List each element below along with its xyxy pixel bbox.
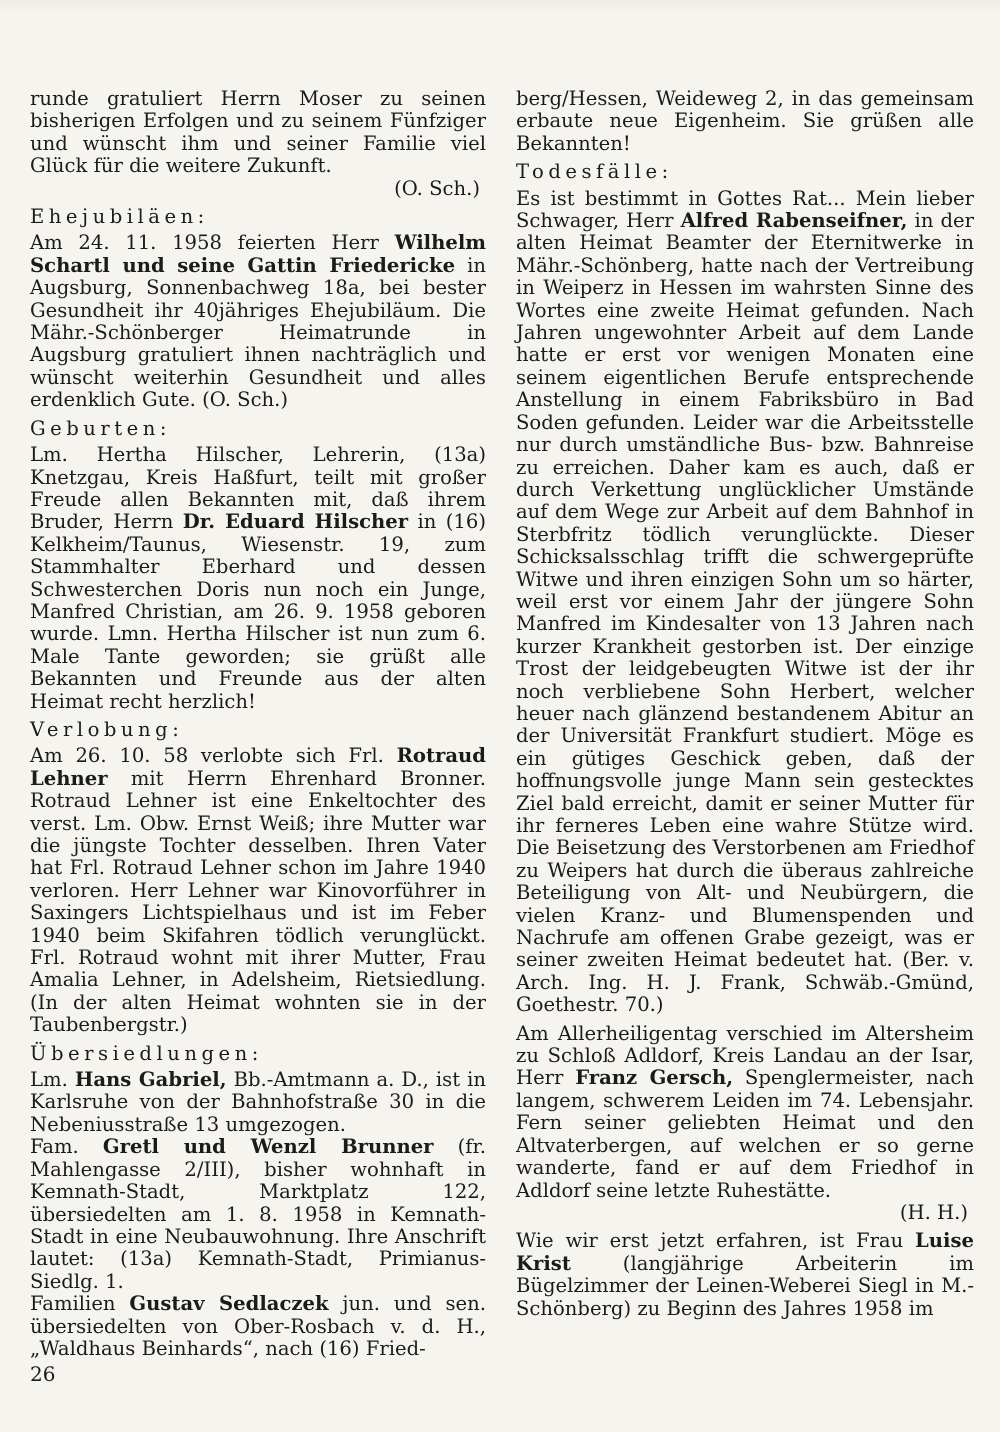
bold-name: Gustav Sedlaczek [129, 1292, 329, 1316]
section-heading-ehejubilaeen: Ehejubiläen: [30, 205, 209, 229]
paragraph-gabriel: Lm. Hans Gabriel, Bb.-Amtmann a. D., ist in Karlsruhe von der Bahnhofstraße 30 in die Nebeniusstraße 13 umgezogen. [30, 1068, 487, 1136]
bold-name: Dr. Eduard Hilscher [182, 510, 409, 534]
bold-name: Rotraud Lehner [30, 744, 486, 790]
paragraph-rabenseifner: Es ist bestimmt in Gottes Rat... Mein lieber Schwager, Herr Alfred Rabenseifner, in der alten Heimat Beamter der Eternitwerke in Mähr.-Schönberg, hatte nach der Vertreibung in Weiperz in Hessen im wahrsten Sinne des Wortes eine zweite Heimat gefunden. Nach Jahren ungewohnter Arbeit auf dem Lande hatte er erst vor wenigen Monaten eine seinem eigentlichen Berufe entsprechende Anstellung in einem Fabriksbüro in Bad Soden gefunden. Leider war die Arbeitsstelle nur durch umständliche Bus- bzw. Bahnreise zu erreichen. Daher kam es auch, daß er durch Verkettung unglücklicher Umstände auf dem Wege zur Arbeit auf dem Bahnhof in Sterbfritz tödlich verunglückte. Dieser Schicksalsschlag trifft die schwergeprüfte Witwe und ihren einzigen Sohn um so härter, weil erst vor einem Jahr der jüngere Sohn Manfred im Kindesalter von 13 Jahren nach kurzer Krankheit gestorben ist. Der einzige Trost der leidgebeugten Witwe ist der ihr noch verbliebene Sohn Herbert, welcher heuer nach glänzend bestandenem Abitur an der Universität Frankfurt studiert. Möge es ein gütiges Geschick geben, daß der hoffnungsvolle junge Mann sein gestecktes Ziel bald erreicht, damit er seiner Mutter für ihr ferneres Leben eine wahre Stütze wird. Die Beisetzung des Verstorbenen am Friedhof zu Weipers hat durch die überaus zahlreiche Beteiligung von Alt- und Neubürgern, die vielen Kranz- und Blumenspenden und Nachrufe am offenen Grabe gezeigt, was er seiner zweiten Heimat bedeutet hat. (Ber. v. Arch. Ing. H. J. Frank, Schwäb.-Gmünd, Goethestr. 70.) [516, 186, 975, 1017]
page-number: 26 [30, 1362, 56, 1386]
section-heading-verlobung: Verlobung: [30, 717, 184, 741]
bold-name: Wilhelm Schartl und seine Gattin Friedericke [30, 231, 486, 277]
section-heading-todesfaelle: Todesfälle: [516, 160, 673, 184]
paragraph-geburt: Lm. Hertha Hilscher, Lehrerin, (13a) Knetzgau, Kreis Haßfurt, teilt mit großer Freude allen Bekannten mit, daß ihrem Bruder, Herrn Dr. Eduard Hilscher in (16) Kelkheim/Taunus, Wiesenstr. 19, zum Stammhalter Eberhard und dessen Schwesterchen Doris nun noch ein Junge, Manfred Christian, am 26. 9. 1958 geboren wurde. Lmn. Hertha Hilscher ist nun zum 6. Male Tante geworden; sie grüßt alle Bekannten und Freunde aus der alten Heimat recht herzlich! [30, 443, 486, 713]
paragraph-gersch: Am Allerheiligentag verschied im Altersheim zu Schloß Adldorf, Kreis Landau an der Isar, Herr Franz Gersch, Spenglermeister, nach langem, schwerem Leiden im 74. Lebensjahr. Fern seiner geliebten Heimat und den Altvaterbergen, auf welchen er so gerne wanderte, fand er auf dem Friedhof in Adldorf seine letzte Ruhestätte. [516, 1021, 974, 1202]
section-heading-uebersiedlungen: Übersiedlungen: [30, 1041, 263, 1065]
bold-name: Alfred Rabenseifner, [680, 209, 908, 233]
bold-name: Gretl und Wenzl Brunner [102, 1135, 434, 1159]
paragraph-ehejubilaeum: Am 24. 11. 1958 feierten Herr Wilhelm Schartl und seine Gattin Friedericke in Augsburg, Sonnenbachweg 18a, bei bester Gesundheit ihr 40jähriges Ehejubiläum. Die Mähr.-Schönberger Heimatrunde in Augsburg gratuliert ihnen nachträglich und wünscht weiterhin Gesundheit und alles erdenklich Gute. (O. Sch.) [30, 231, 486, 412]
paragraph-moser: runde gratuliert Herrn Moser zu seinen bisherigen Erfolgen und zu seinem Fünfziger und wünscht ihm und seiner Familie viel Glück für die weitere Zukunft. [30, 87, 486, 178]
signature: (O. Sch.) [394, 176, 480, 200]
paragraph-sedlaczek-cont: berg/Hessen, Weideweg 2, in das gemeinsam erbaute neue Eigenheim. Sie grüßen alle Bekannten! [516, 87, 974, 155]
section-heading-geburten: Geburten: [30, 416, 171, 440]
bold-name: Hans Gabriel, [74, 1068, 227, 1092]
left-column [30, 88, 486, 1360]
paragraph-sedlaczek: Familien Gustav Sedlaczek jun. und sen. übersiedelten von Ober-Rosbach v. d. H., „Waldhaus Beinhards“, nach (16) Fried- [30, 1292, 486, 1360]
bold-name: Luise Krist [516, 1229, 974, 1275]
paragraph-brunner: Fam. Gretl und Wenzl Brunner (fr. Mahlengasse 2/III), bisher wohnhaft in Kemnath-Stadt, Marktplatz 122, übersiedelten am 1. 8. 1958 in Kemnath-Stadt in eine Neubauwohnung. Ihre Anschrift lautet: (13a) Kemnath-Stadt, Primianus-Siedlg. 1. [30, 1135, 486, 1293]
bold-name: Franz Gersch, [575, 1066, 734, 1090]
paragraph-krist: Wie wir erst jetzt erfahren, ist Frau Luise Krist (langjährige Arbeiterin im Bügelzimmer der Leinen-Weberei Siegl in M.-Schönberg) zu Beginn des Jahres 1958 im [516, 1229, 974, 1320]
signature: (H. H.) [899, 1200, 968, 1224]
scan-edge [0, 0, 1000, 14]
paragraph-verlobung: Am 26. 10. 58 verlobte sich Frl. Rotraud Lehner mit Herrn Ehrenhard Bronner. Rotraud Lehner ist eine Enkeltochter des verst. Lm. Obw. Ernst Weiß; ihre Mutter war die jüngste Tochter desselben. Ihren Vater hat Frl. Rotraud Lehner schon im Jahre 1940 verloren. Herr Lehner war Kinovorführer in Saxingers Lichtspielhaus und ist im Feber 1940 beim Skifahren tödlich verunglückt. Frl. Rotraud wohnt mit ihrer Mutter, Frau Amalia Lehner, in Adelsheim, Rietsiedlung. (In der alten Heimat wohnten sie in der Taubenbergstr.) [30, 744, 486, 1037]
right-column [516, 88, 974, 1320]
